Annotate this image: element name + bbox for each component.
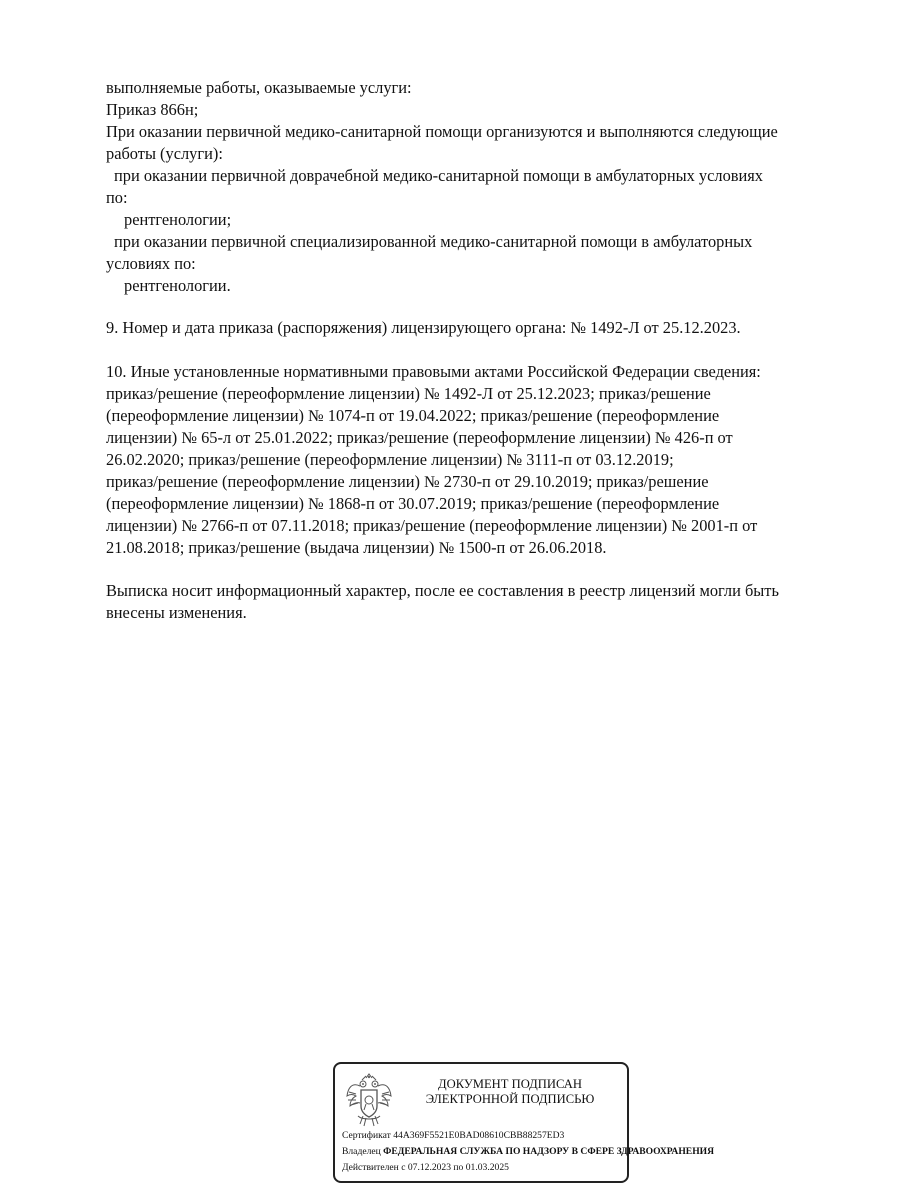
section-10-heading: 10. Иные установленные нормативными правовыми актами Российской Федерации сведения:: [106, 362, 761, 381]
owner-value: ФЕДЕРАЛЬНАЯ СЛУЖБА ПО НАДЗОРУ В СФЕРЕ ЗДРАВООХРАНЕНИЯ: [383, 1146, 715, 1157]
stamp-title-line2: ЭЛЕКТРОННОЙ ПОДПИСЬЮ: [425, 1092, 595, 1106]
russian-coat-of-arms-icon: [344, 1072, 394, 1128]
section-9-order: 9. Номер и дата приказа (распоряжения) лицензирующего органа: № 1492-Л от 25.12.2023.: [106, 318, 741, 337]
disclaimer-text: Выписка носит информационный характер, после ее составления в реестр лицензий могли быть: [106, 581, 779, 600]
text-line: При оказании первичной медико-санитарной помощи организуются и выполняются следующие: [106, 122, 778, 141]
text-line: условиях по:: [106, 254, 196, 273]
certificate-value: 44A369F5521E0BAD08610CBB88257ED3: [393, 1130, 565, 1141]
owner-label: Владелец: [342, 1146, 381, 1157]
text-line: рентгенологии;: [124, 210, 232, 229]
text-line: рентгенологии.: [124, 276, 231, 295]
text-line: приказ/решение (переоформление лицензии) № 1492-Л от 25.12.2023; приказ/решение: [106, 384, 711, 403]
text-line: Приказ 866н;: [106, 100, 199, 119]
disclaimer-text: внесены изменения.: [106, 603, 247, 622]
validity-line: Действителен с 07.12.2023 по 01.03.2025: [342, 1162, 509, 1173]
text-line: 21.08.2018; приказ/решение (выдача лицензии) № 1500-п от 26.06.2018.: [106, 538, 607, 557]
text-line: при оказании первичной специализированной медико-санитарной помощи в амбулаторных: [114, 232, 753, 251]
electronic-signature-stamp: [333, 1062, 715, 1183]
text-line: по:: [106, 188, 128, 207]
certificate-line: [342, 1130, 564, 1142]
certificate-label: Сертификат: [342, 1130, 391, 1141]
text-line: (переоформление лицензии) № 1868-п от 30.07.2019; приказ/решение (переоформление: [106, 494, 720, 513]
stamp-title-line1: ДОКУМЕНТ ПОДПИСАН: [438, 1077, 582, 1091]
text-line: (переоформление лицензии) № 1074-п от 19.04.2022; приказ/решение (переоформление: [106, 406, 720, 425]
text-line: приказ/решение (переоформление лицензии) № 2730-п от 29.10.2019; приказ/решение: [106, 472, 709, 491]
text-line: лицензии) № 2766-п от 07.11.2018; приказ/решение (переоформление лицензии) № 2001-п от: [106, 516, 758, 535]
owner-line: [342, 1146, 714, 1158]
text-line: выполняемые работы, оказываемые услуги:: [106, 78, 412, 97]
text-line: работы (услуги):: [106, 144, 223, 163]
text-line: при оказании первичной доврачебной медико-санитарной помощи в амбулаторных условиях: [114, 166, 764, 185]
text-line: 26.02.2020; приказ/решение (переоформление лицензии) № 3111-п от 03.12.2019;: [106, 450, 674, 469]
text-line: лицензии) № 65-л от 25.01.2022; приказ/решение (переоформление лицензии) № 426-п от: [106, 428, 733, 447]
